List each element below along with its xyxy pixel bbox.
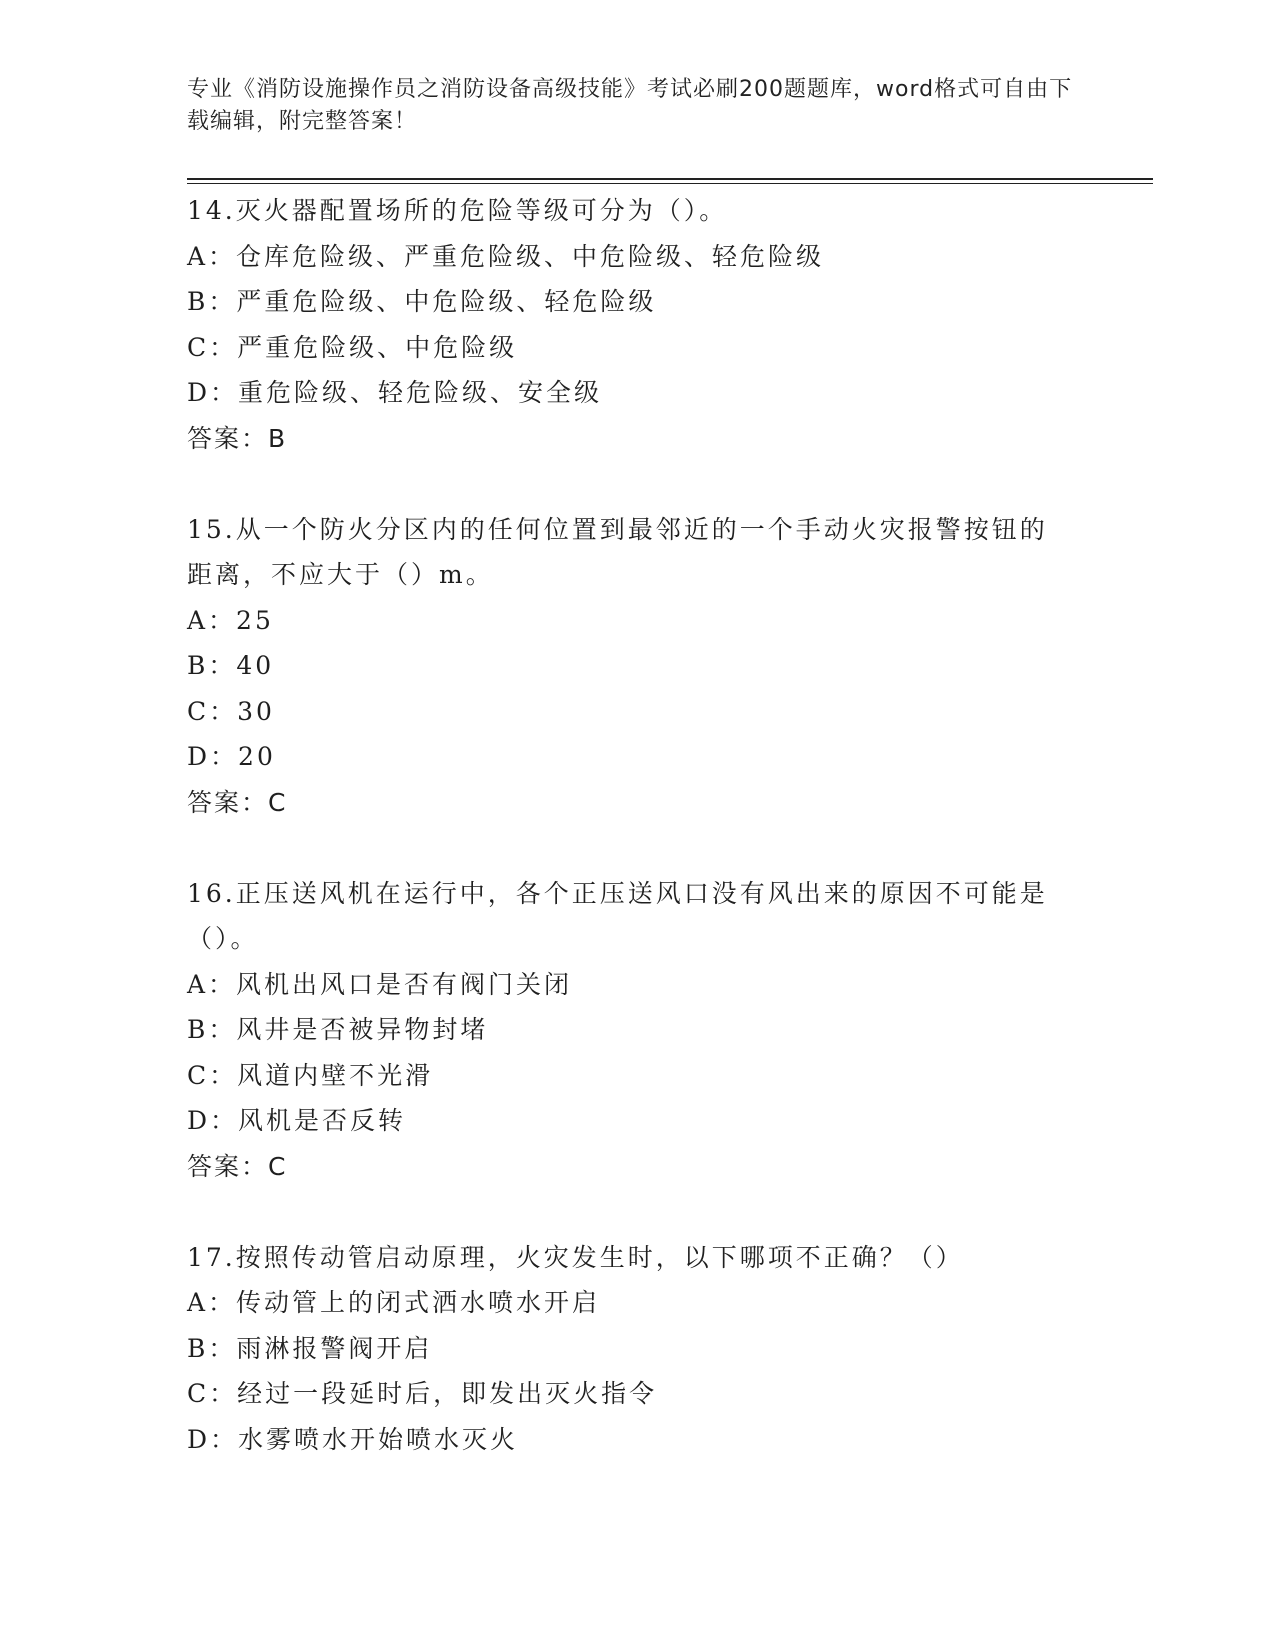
question-stem: 17.按照传动管启动原理，火灾发生时，以下哪项不正确？（） [187,1242,964,1272]
document-header: 专业《消防设施操作员之消防设备高级技能》考试必刷200题题库，word格式可自由下载编辑，附完整答案！ [187,77,1073,134]
answer-line: 答案：C [187,787,288,817]
option-d: D：风机是否反转 [187,1106,407,1135]
option-a: A：传动管上的闭式洒水喷水开启 [187,1288,601,1317]
option-c: C：经过一段延时后，即发出灭火指令 [187,1379,658,1408]
option-a: A：仓库危险级、严重危险级、中危险级、轻危险级 [187,241,825,271]
question-stem-continued: 距离，不应大于（）m。 [187,560,494,589]
option-b: B：40 [187,651,275,680]
option-c: C：严重危险级、中危险级 [187,332,518,362]
spacer [187,825,1087,871]
spacer [187,461,1087,507]
question-block [187,871,1087,1190]
option-b: B：严重危险级、中危险级、轻危险级 [187,287,657,316]
spacer [187,1189,1087,1235]
option-a: A：25 [187,605,274,635]
question-stem: 16.正压送风机在运行中，各个正压送风口没有风出来的原因不可能是 [187,878,1048,908]
answer-line: 答案：C [187,1151,288,1181]
header-divider-thin [187,183,1153,184]
question-stem: 14.灭火器配置场所的危险等级可分为（）。 [187,196,728,225]
option-c: C：风道内壁不光滑 [187,1060,434,1090]
option-d: D：20 [187,742,276,771]
question-stem: 15.从一个防火分区内的任何位置到最邻近的一个手动火灾报警按钮的 [187,514,1048,544]
option-a: A：风机出风口是否有阀门关闭 [187,969,573,999]
header-divider-thick [187,178,1153,180]
option-b: B：雨淋报警阀开启 [187,1333,433,1363]
question-block [187,1235,1087,1463]
question-block [187,188,1087,461]
question-list [187,188,1087,1462]
option-b: B：风井是否被异物封堵 [187,1015,489,1044]
answer-line: 答案：B [187,423,288,453]
question-block [187,507,1087,826]
option-c: C：30 [187,696,275,726]
option-d: D：水雾喷水开始喷水灭火 [187,1424,519,1454]
question-stem-continued: （）。 [187,924,259,953]
option-d: D：重危险级、轻危险级、安全级 [187,378,603,407]
